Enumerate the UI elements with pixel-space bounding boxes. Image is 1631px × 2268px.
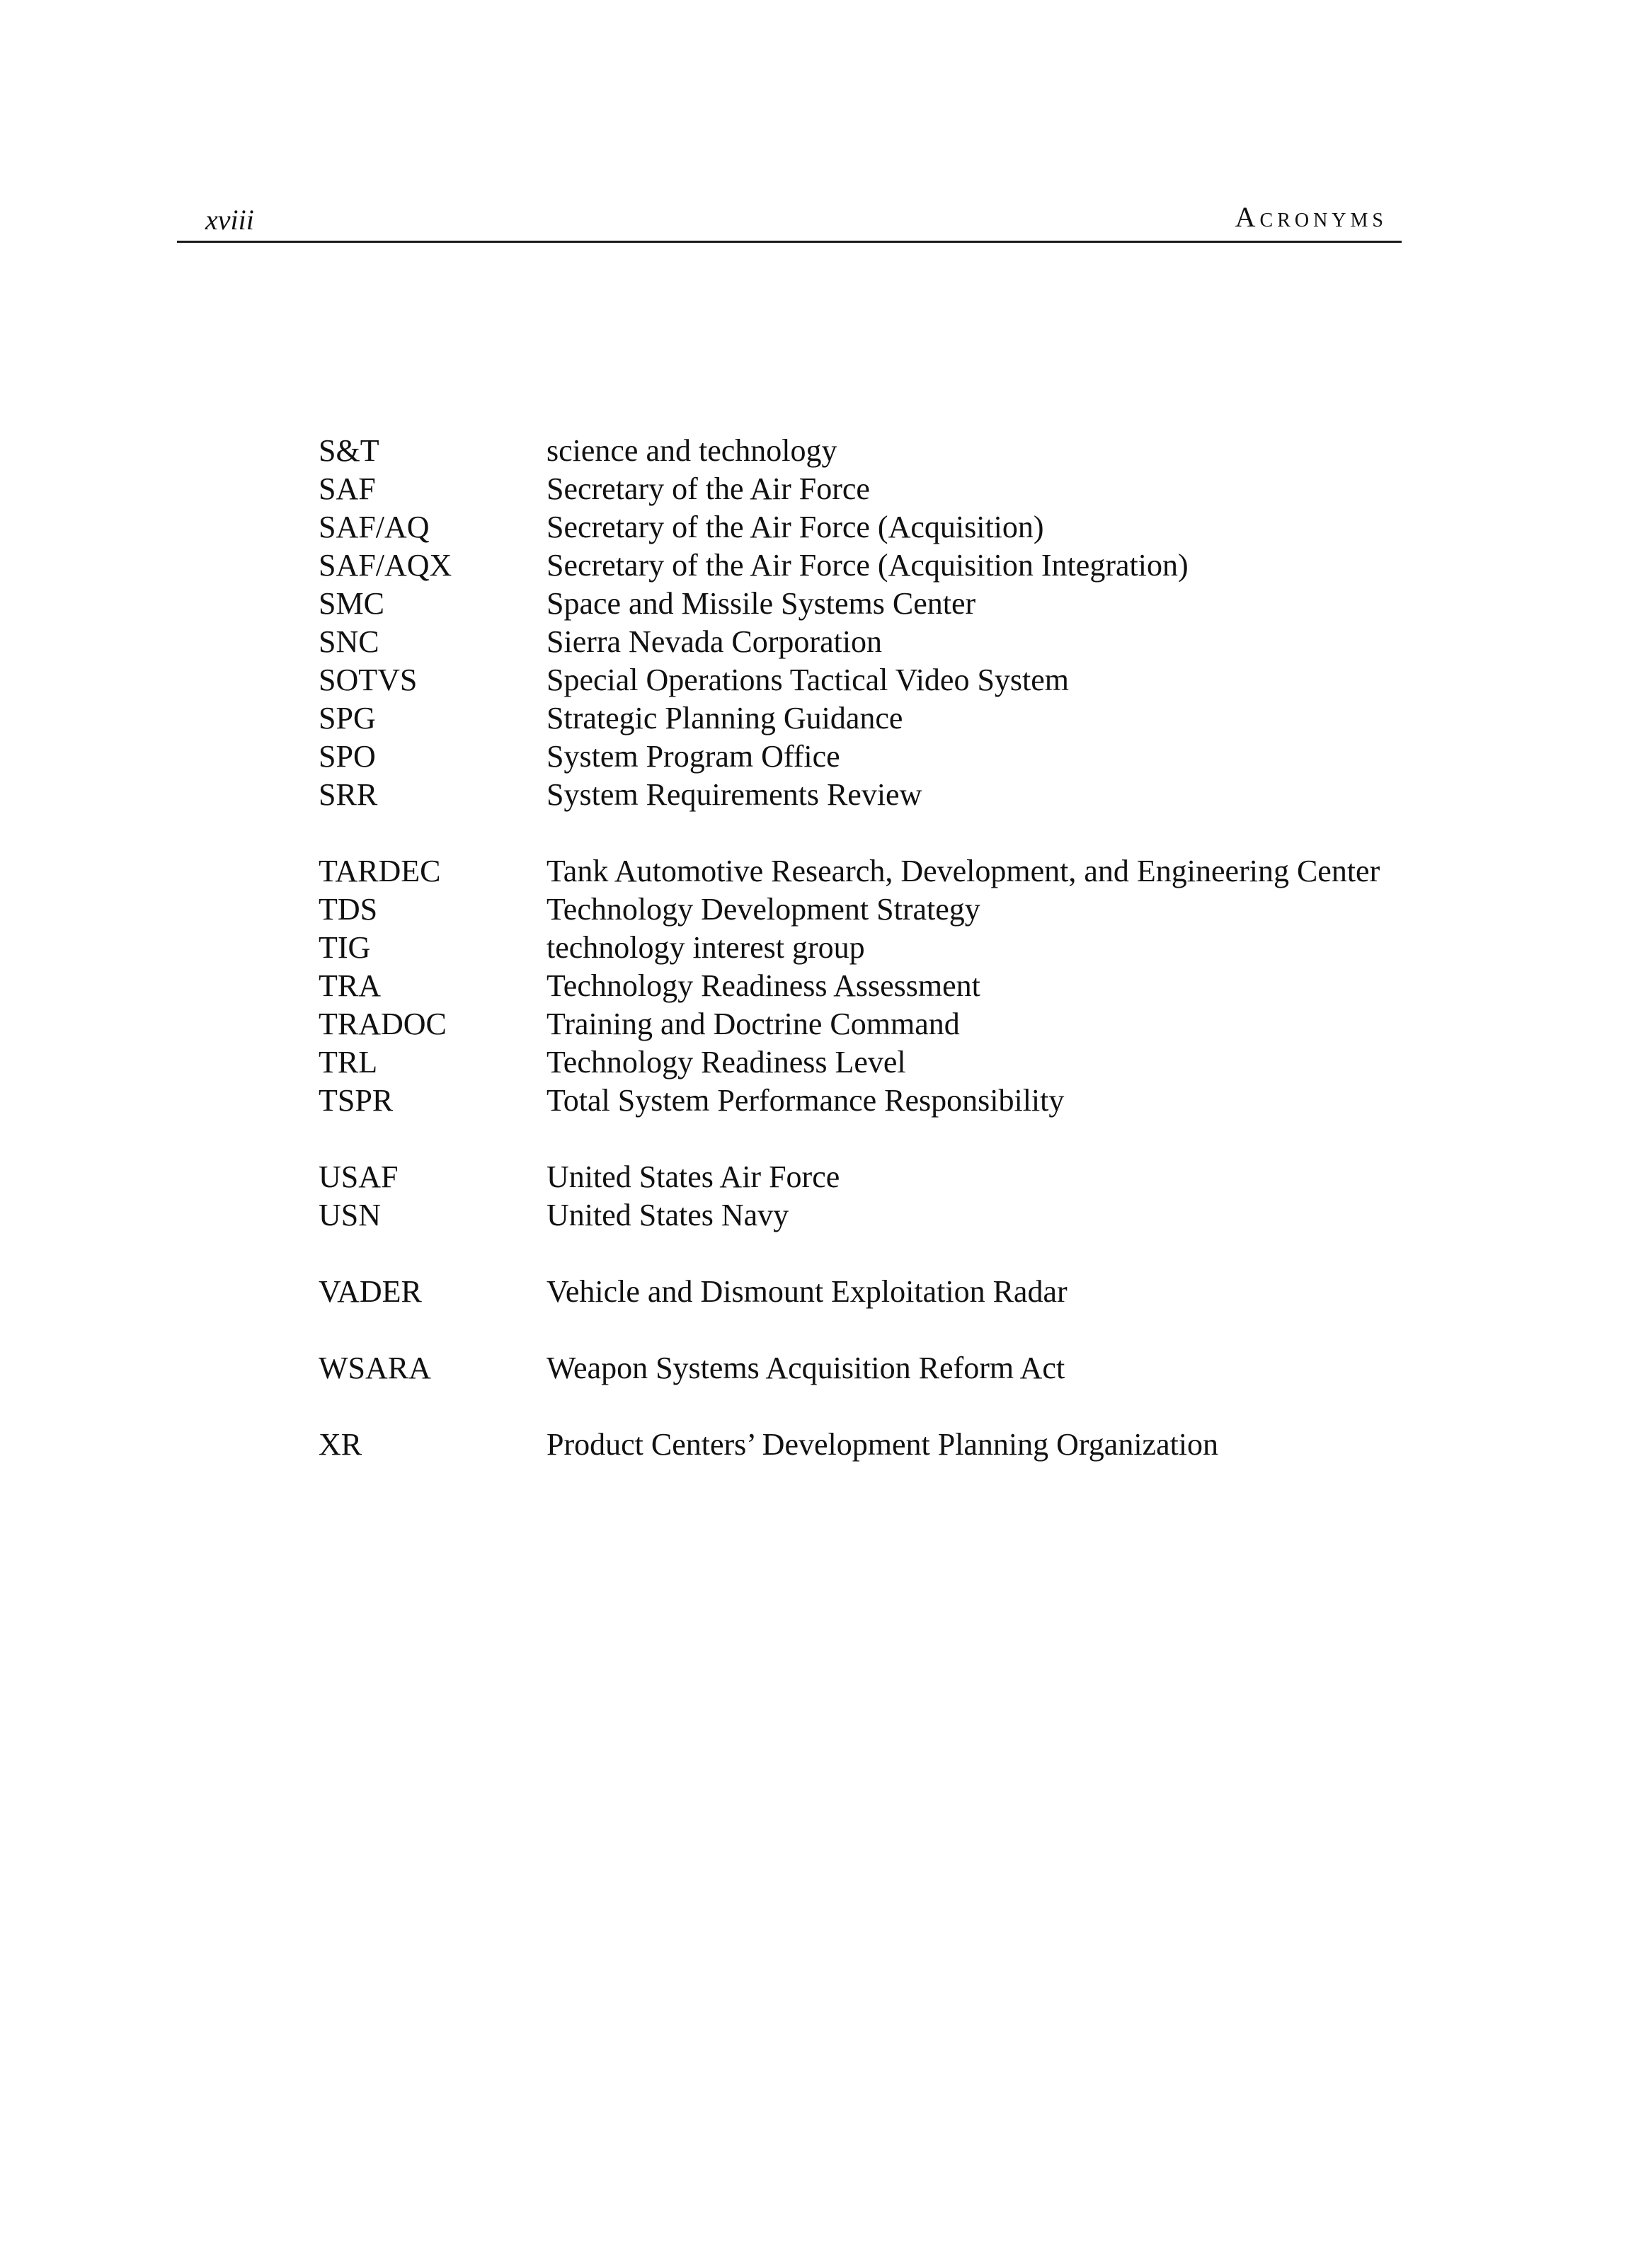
acronym-term: TRADOC	[319, 1007, 447, 1041]
acronym-definition: Training and Doctrine Command	[546, 1007, 960, 1041]
acronym-group-t	[319, 852, 1380, 1120]
acronym-entry	[319, 1043, 1380, 1082]
acronym-term: SMC	[319, 586, 384, 621]
acronym-group-x	[319, 1426, 1380, 1464]
acronym-term: VADER	[319, 1274, 422, 1309]
acronym-term: USAF	[319, 1159, 399, 1194]
acronym-term: SAF/AQ	[319, 510, 430, 544]
acronym-entry	[319, 470, 1380, 508]
acronym-entry	[319, 1426, 1380, 1464]
acronym-term: SAF/AQX	[319, 548, 452, 583]
acronym-term: TDS	[319, 892, 378, 927]
acronym-term: TRL	[319, 1045, 378, 1079]
acronym-term: TSPR	[319, 1083, 394, 1118]
acronym-group-v	[319, 1273, 1380, 1311]
acronym-entry	[319, 661, 1380, 699]
acronym-definition: Strategic Planning Guidance	[546, 701, 903, 735]
acronym-entry	[319, 1196, 1380, 1235]
page-number: xviii	[205, 204, 254, 236]
acronym-entry	[319, 1005, 1380, 1043]
acronym-term: SRR	[319, 777, 378, 812]
acronym-definition: United States Air Force	[546, 1159, 840, 1194]
acronym-definition: Technology Readiness Assessment	[546, 968, 980, 1003]
section-title: Acronyms	[1235, 201, 1387, 233]
acronym-definition: Vehicle and Dismount Exploitation Radar	[546, 1274, 1068, 1309]
acronym-term: TRA	[319, 968, 381, 1003]
acronym-group-u	[319, 1158, 1380, 1235]
acronym-entry	[319, 738, 1380, 776]
acronym-definition: Secretary of the Air Force (Acquisition Integration)	[546, 548, 1189, 583]
acronym-entry	[319, 432, 1380, 470]
acronym-definition: System Requirements Review	[546, 777, 922, 812]
acronym-term: USN	[319, 1198, 382, 1232]
acronym-term: WSARA	[319, 1351, 431, 1385]
acronym-entry	[319, 623, 1380, 661]
acronym-entry	[319, 1273, 1380, 1311]
acronym-group-w	[319, 1349, 1380, 1387]
acronym-entry	[319, 1158, 1380, 1196]
acronym-definition: Secretary of the Air Force (Acquisition)	[546, 510, 1044, 544]
acronym-list	[319, 432, 1380, 1464]
acronym-entry	[319, 1082, 1380, 1120]
acronym-entry	[319, 508, 1380, 546]
acronym-definition: System Program Office	[546, 739, 840, 774]
acronym-term: S&T	[319, 433, 379, 468]
acronym-entry	[319, 929, 1380, 967]
acronym-term: SPO	[319, 739, 376, 774]
acronym-entry	[319, 1349, 1380, 1387]
acronym-entry	[319, 967, 1380, 1005]
acronym-term: TIG	[319, 930, 371, 965]
acronym-definition: Special Operations Tactical Video System	[546, 663, 1070, 697]
acronym-entry	[319, 585, 1380, 623]
acronym-group-s	[319, 432, 1380, 814]
acronym-definition: United States Navy	[546, 1198, 789, 1232]
acronym-entry	[319, 546, 1380, 585]
acronym-definition: Sierra Nevada Corporation	[546, 624, 883, 659]
acronym-entry	[319, 890, 1380, 929]
acronym-definition: Space and Missile Systems Center	[546, 586, 976, 621]
acronym-term: SNC	[319, 624, 379, 659]
acronym-entry	[319, 776, 1380, 814]
acronym-entry	[319, 699, 1380, 738]
acronym-definition: Weapon Systems Acquisition Reform Act	[546, 1351, 1065, 1385]
acronym-definition: technology interest group	[546, 930, 865, 965]
acronym-entry	[319, 852, 1380, 890]
acronym-term: XR	[319, 1427, 362, 1462]
acronym-definition: Total System Performance Responsibility	[546, 1083, 1065, 1118]
acronym-definition: Secretary of the Air Force	[546, 471, 870, 506]
acronym-definition: Technology Readiness Level	[546, 1045, 906, 1079]
acronym-term: SPG	[319, 701, 376, 735]
acronym-definition: Technology Development Strategy	[546, 892, 980, 927]
acronym-definition: Tank Automotive Research, Development, and Engineering Center	[546, 854, 1380, 888]
running-head	[177, 200, 1402, 243]
acronym-definition: Product Centers’ Development Planning Organization	[546, 1427, 1219, 1462]
acronym-term: SOTVS	[319, 663, 418, 697]
acronym-term: TARDEC	[319, 854, 441, 888]
acronym-definition: science and technology	[546, 433, 837, 468]
acronym-term: SAF	[319, 471, 376, 506]
